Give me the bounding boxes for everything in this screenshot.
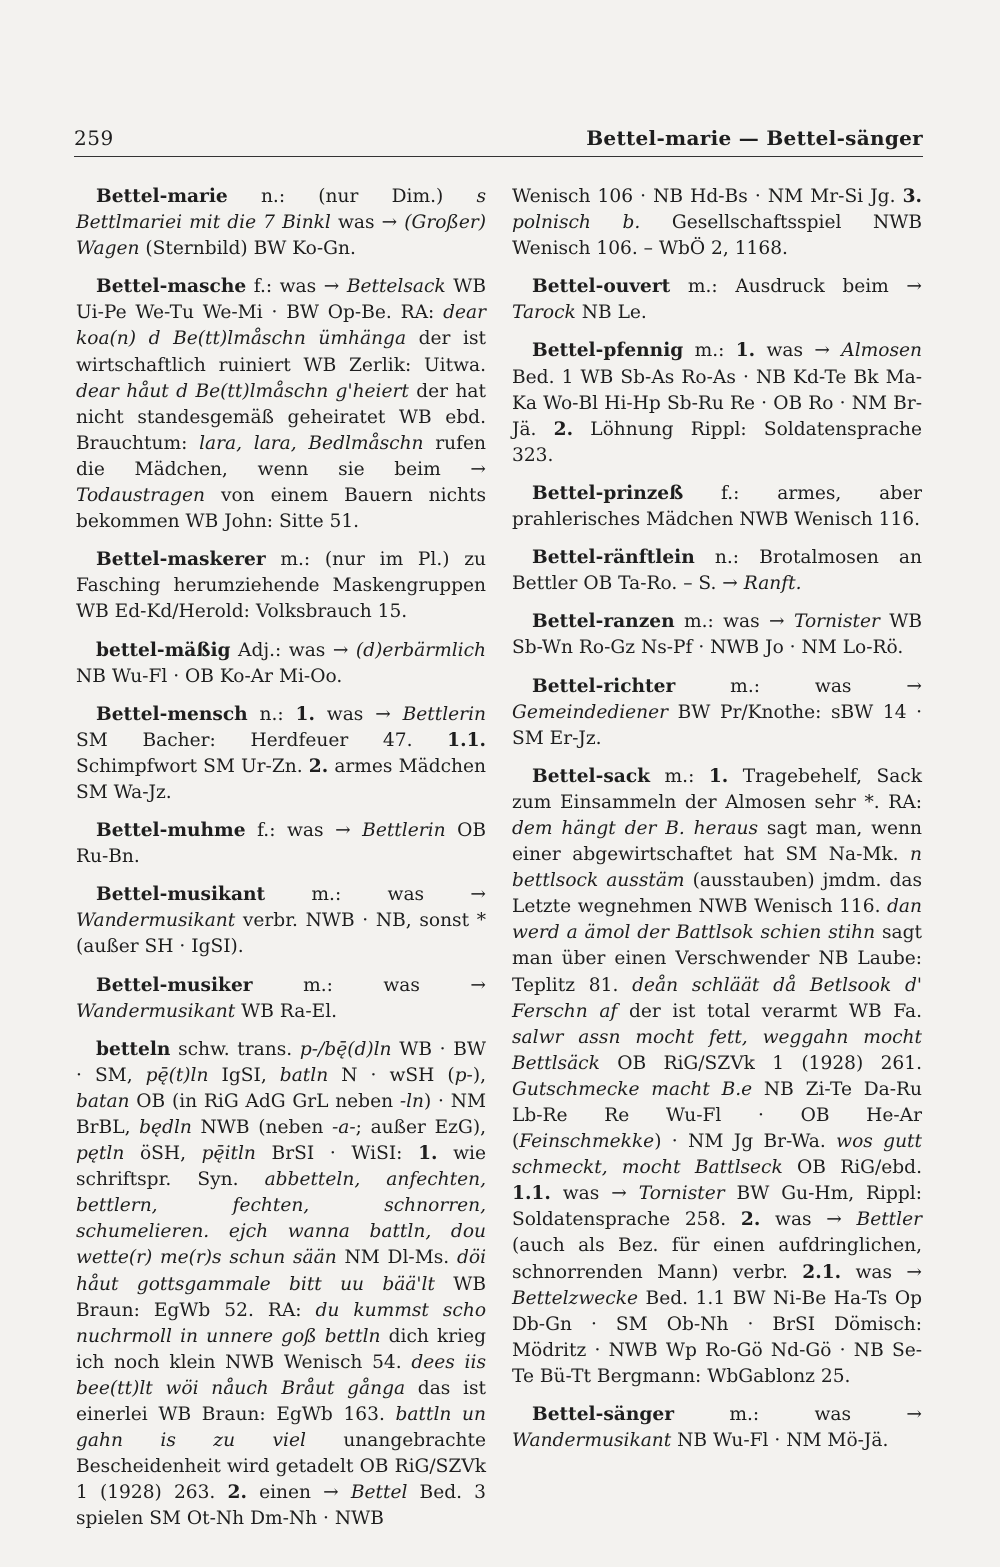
dictionary-entry <box>76 702 486 806</box>
entry-dialect-form: dem hängt der B. heraus <box>512 817 759 839</box>
entry-dialect-form: (d)erbärmlich <box>355 639 486 661</box>
entry-lemma: Bettel-ränftlein <box>532 547 695 569</box>
entry-text: der ist wirtschaftlich ruiniert WB Zerlik: Uitwa. <box>76 328 486 376</box>
entry-dialect-form: battln un gahn is zu viel <box>76 1404 486 1452</box>
entry-dialect-form: Bettlerin <box>402 703 486 725</box>
entry-dialect-form: Wandermusikant <box>76 910 236 932</box>
entry-dialect-form: n bettlsock ausstäm <box>512 844 922 892</box>
entry-dialect-form: Ranft. <box>743 573 802 595</box>
entry-text: sagt man über einen Verschwender NB Laube: Teplitz 81. <box>512 922 922 996</box>
entry-text: verbr. NWB · NB, sonst * (außer SH · IgSI). <box>76 910 486 958</box>
entry-text: f.: was → <box>246 276 347 298</box>
entry-dialect-form: batan <box>76 1090 130 1112</box>
entry-dialect-form: pę̄(t)ln <box>145 1064 209 1086</box>
entry-dialect-form: Gemeindediener <box>512 701 669 723</box>
entry-text: öSH, <box>124 1143 202 1165</box>
entry-text: NB Wu-Fl · OB Ko-Ar Mi-Oo. <box>76 665 343 687</box>
entry-text: Gesellschaftsspiel NWB Wenisch 106. – WbÖ 2, 1168. <box>512 212 922 260</box>
entry-text: WB · BW · SM, <box>76 1038 486 1086</box>
entry-text: m.: was → <box>674 611 794 633</box>
entry-lemma: bettel-mäßig <box>96 639 231 661</box>
entry-text: was → <box>550 1183 639 1205</box>
entry-lemma: Bettel-marie <box>96 186 228 207</box>
entry-sense-number: 2. <box>553 418 574 440</box>
entry-dialect-form: deån schläät då Betlsook d' Ferschn af <box>512 974 922 1022</box>
entry-text: BW Gu-Hm, Rippl: Soldatensprache 258. <box>512 1183 922 1231</box>
dictionary-entry <box>512 545 922 597</box>
entry-dialect-form: döi håut gottsgammale bitt uu bää'lt <box>76 1247 487 1295</box>
dictionary-entry <box>512 184 922 262</box>
entry-dialect-form: wos gutt schmeckt, mocht Battlseck <box>512 1131 922 1179</box>
dictionary-entry <box>76 818 486 870</box>
entry-dialect-form: Bettel <box>350 1482 408 1504</box>
entry-sense-number: 1. <box>708 765 729 787</box>
entry-dialect-form: dear håut d Be(tt)lmåschn g'heiert <box>76 380 409 402</box>
entry-text: ) · NM BrBL, <box>76 1090 487 1138</box>
dictionary-entry <box>76 973 486 1025</box>
right-column <box>512 184 922 1466</box>
entry-lemma: Bettel-sack <box>532 765 651 787</box>
entry-dialect-form: Gutschmecke macht B.e <box>512 1078 753 1100</box>
entry-text: der ist total verarmt WB Fa. <box>617 1000 922 1022</box>
entry-text: m.: <box>683 340 736 362</box>
entry-text: NWB (neben <box>191 1117 332 1138</box>
entry-dialect-form: Wandermusikant <box>512 1430 672 1452</box>
entry-text: WB Ui-Pe We-Tu We-Mi · BW Op-Be. RA: <box>76 276 486 324</box>
entry-text: WB Ra-El. <box>235 1000 338 1022</box>
entry-dialect-form: p-/bę̄(d)ln <box>299 1038 392 1060</box>
entry-dialect-form: -ln <box>399 1090 425 1112</box>
dictionary-entry <box>76 274 486 535</box>
entry-text: NB Zi-Te Da-Ru Lb-Re Re Wu-Fl · OB He-Ar ( <box>512 1078 922 1153</box>
entry-text: IgSI, <box>208 1064 280 1086</box>
dictionary-entry <box>76 638 486 690</box>
entry-text: SM Bacher: Herdfeuer 47. <box>76 729 448 751</box>
entry-text: dich krieg ich noch klein NWB Wenisch 54. <box>76 1325 486 1373</box>
entry-text: schw. trans. <box>170 1038 300 1060</box>
dictionary-entry <box>76 882 486 960</box>
entry-text: wie schriftspr. Syn. <box>76 1143 487 1191</box>
entry-text: OB RiG/SZVk 1 (1928) 261. <box>599 1052 922 1074</box>
entry-dialect-form: będln <box>139 1117 192 1138</box>
entry-text: das ist einerlei WB Braun: EgWb 163. <box>76 1377 486 1426</box>
entry-text: n.: Brotalmosen an Bettler OB Ta-Ro. – S. → <box>512 547 922 595</box>
entry-text: der hat nicht standesgemäß geheiratet WB ebd. Brauchtum: <box>76 380 486 454</box>
entry-dialect-form: Tornister <box>638 1183 725 1205</box>
entry-text: f.: armes, aber prahlerisches Mädchen NWB Wenisch 116. <box>512 482 922 531</box>
entry-dialect-form: Feinschmekke <box>519 1131 655 1153</box>
entry-text: n.: <box>247 703 296 725</box>
entry-sense-number: 2. <box>308 755 329 777</box>
entry-text: m.: (nur im Pl.) zu Fasching herumziehende Maskengruppen WB Ed-Kd/Herold: Volksbrauch 15. <box>76 549 486 623</box>
entry-text: was → <box>330 212 405 234</box>
entry-dialect-form: Tornister <box>793 611 880 633</box>
entry-text: ), <box>472 1064 486 1086</box>
entry-text: NB Le. <box>575 302 647 324</box>
entry-text: Adj.: was → <box>230 639 356 661</box>
entry-text: was → <box>314 703 403 725</box>
dictionary-entry <box>76 184 486 262</box>
entry-sense-number: 1. <box>735 340 756 362</box>
left-column <box>76 184 486 1545</box>
entry-dialect-form: abbetteln, anfechten, bettlern, fechten, schnorren, schumelieren. ejch wanna battln, dou wette(r) me(r)s schun sään <box>76 1169 486 1269</box>
entry-sense-number: 2.1. <box>802 1261 842 1283</box>
entry-text: rufen die Mädchen, wenn sie beim → <box>76 432 487 480</box>
entry-dialect-form: salwr assn mocht fett, weggahn mocht Bettlsäck <box>512 1026 922 1074</box>
entry-text: Tragebehelf, Sack zum Einsammeln der Almosen sehr *. RA: <box>512 765 922 813</box>
entry-dialect-form: dees iis bee(tt)lt wöi nåuch Bråut gånga <box>76 1351 486 1399</box>
entry-text: einen → <box>246 1482 351 1504</box>
entry-text: Löhnung Rippl: Soldatensprache 323. <box>512 418 922 466</box>
entry-text: m.: was → <box>265 884 486 906</box>
entry-sense-number: 1.1. <box>447 729 486 751</box>
entry-dialect-form: batln <box>279 1064 329 1086</box>
entry-dialect-form: Bettelsack <box>346 276 446 298</box>
entry-text: Schimpfwort SM Ur-Zn. <box>76 755 309 777</box>
entry-lemma: Bettel-sänger <box>532 1404 674 1426</box>
entry-dialect-form: Bettler <box>856 1209 922 1231</box>
entry-dialect-form: dear koa(n) d Be(tt)lmåschn ümhänga <box>76 302 486 350</box>
dictionary-entry <box>512 338 922 468</box>
entry-dialect-form: du kummst scho nuchrmoll in unnere goß bettln <box>76 1299 487 1347</box>
entry-dialect-form: Bettelzwecke <box>512 1287 638 1309</box>
entry-dialect-form: polnisch b. <box>512 212 641 234</box>
entry-text: OB (in RiG AdG GrL neben <box>129 1090 400 1112</box>
entry-text: m.: was → <box>674 1404 922 1426</box>
entry-dialect-form: Todaustragen <box>76 485 205 507</box>
entry-text: N · wSH ( <box>328 1064 455 1086</box>
dictionary-entry <box>512 674 922 752</box>
dictionary-entry <box>512 1402 922 1454</box>
entry-sense-number: 2. <box>227 1482 247 1504</box>
entry-text: von einem Bauern nichts bekommen WB John: Sitte 51. <box>76 485 486 533</box>
entry-text: m.: was → <box>675 675 922 697</box>
dictionary-entry <box>512 481 922 533</box>
entry-lemma: Bettel-mensch <box>96 703 248 725</box>
entry-dialect-form: s Bettlmariei mit die 7 Binkl <box>76 186 486 234</box>
entry-dialect-form: pę̄itln <box>201 1143 256 1165</box>
entry-text: was → <box>755 340 842 362</box>
entry-sense-number: 1. <box>295 703 315 725</box>
dictionary-entry <box>512 609 922 661</box>
entry-text: armes Mädchen SM Wa-Jz. <box>76 755 486 803</box>
entry-text: f.: was → <box>245 820 363 842</box>
entry-text: OB Ru-Bn. <box>76 820 486 868</box>
entry-text: m.: <box>650 765 709 787</box>
page-number: 259 <box>74 126 114 150</box>
entry-text: WB Sb-Wn Ro-Gz Ns-Pf · NWB Jo · NM Lo-Rö. <box>512 611 922 659</box>
entry-text: Bed. 1 WB Sb-As Ro-As · NB Kd-Te Bk Ma-Ka Wo-Bl Hi-Hp Sb-Ru Re · OB Ro · NM Br-Jä. <box>512 366 922 440</box>
entry-lemma: Bettel-masche <box>96 276 247 298</box>
entry-dialect-form: dan werd a ämol der Battlsok schien stihn <box>512 896 922 944</box>
entry-dialect-form: lara, lara, Bedlmåschn <box>199 432 424 454</box>
entry-dialect-form: Almosen <box>841 340 922 362</box>
entry-dialect-form: p- <box>454 1064 473 1086</box>
entry-sense-number: 1. <box>418 1143 438 1165</box>
dictionary-entry <box>512 274 922 326</box>
entry-dialect-form: pętln <box>76 1143 125 1165</box>
entry-text: (Sternbild) BW Ko-Gn. <box>139 238 356 260</box>
entry-text: WB Braun: EgWb 52. RA: <box>76 1273 486 1321</box>
entry-dialect-form: Wandermusikant <box>76 1000 236 1022</box>
entry-text: NB Wu-Fl · NM Mö-Jä. <box>671 1430 889 1452</box>
entry-lemma: Bettel-maskerer <box>96 549 266 571</box>
dictionary-entry <box>76 1037 486 1533</box>
page-header <box>74 124 923 158</box>
entry-lemma: Bettel-musiker <box>96 974 253 996</box>
entry-lemma: Bettel-pfennig <box>532 340 684 362</box>
entry-text: Bed. 3 spielen SM Ot-Nh Dm-Nh · NWB <box>76 1482 487 1530</box>
running-head: Bettel-marie — Bettel-sänger <box>586 126 923 150</box>
entry-text: BrSI · WiSI: <box>255 1143 419 1165</box>
entry-dialect-form: Bettlerin <box>362 820 446 842</box>
entry-lemma: betteln <box>96 1038 171 1060</box>
entry-lemma: Bettel-ouvert <box>532 276 671 298</box>
entry-text: m.: was → <box>252 974 486 996</box>
entry-text: m.: Ausdruck beim → <box>670 276 922 298</box>
entry-dialect-form: Tarock <box>512 302 576 324</box>
entry-text: NM Dl-Ms. <box>336 1247 457 1269</box>
entry-dialect-form: (Großer) Wagen <box>76 212 486 260</box>
entry-text: OB RiG/ebd. <box>782 1157 922 1179</box>
entry-text: Wenisch 106 · NB Hd-Bs · NM Mr-Si Jg. <box>512 186 903 207</box>
entry-text: BW Pr/Knothe: sBW 14 · SM Er-Jz. <box>512 701 922 749</box>
entry-text: ; außer EzG), <box>355 1117 486 1138</box>
entry-sense-number: 3. <box>902 186 922 207</box>
entry-text: (auch als Bez. für einen aufdringlichen, schnorrenden Mann) verbr. <box>512 1235 922 1283</box>
entry-lemma: Bettel-prinzeß <box>532 482 684 504</box>
entry-sense-number: 1.1. <box>512 1183 551 1205</box>
entry-text: n.: (nur Dim.) <box>227 186 477 207</box>
entry-lemma: Bettel-ranzen <box>532 611 675 633</box>
entry-dialect-form: -a- <box>332 1117 356 1138</box>
entry-text: was → <box>760 1209 857 1231</box>
entry-lemma: Bettel-richter <box>532 675 676 697</box>
entry-lemma: Bettel-musikant <box>96 884 266 906</box>
dictionary-entry <box>76 547 486 625</box>
entry-text: Bed. 1.1 BW Ni-Be Ha-Ts Op Db-Gn · SM Ob-Nh · BrSI Dömisch: Mödritz · NWB Wp Ro-Gö Nd-Gö · NB Se-Te Bü-Tt Bergmann: WbGablonz 25. <box>512 1287 922 1387</box>
entry-lemma: Bettel-muhme <box>96 820 246 842</box>
entry-text: ) · NM Jg Br-Wa. <box>654 1131 837 1153</box>
header-rule <box>74 156 923 157</box>
dictionary-entry <box>512 764 922 1390</box>
entry-text: unangebrachte Bescheidenheit wird getadelt OB RiG/SZVk 1 (1928) 263. <box>76 1430 486 1504</box>
entry-text: (ausstauben) jmdm. das Letzte wegnehmen NWB Wenisch 116. <box>512 870 923 918</box>
entry-text: sagt man, wenn einer abgewirtschaftet hat SM Na-Mk. <box>512 817 922 866</box>
entry-text: was → <box>841 1261 922 1283</box>
entry-sense-number: 2. <box>740 1209 761 1231</box>
